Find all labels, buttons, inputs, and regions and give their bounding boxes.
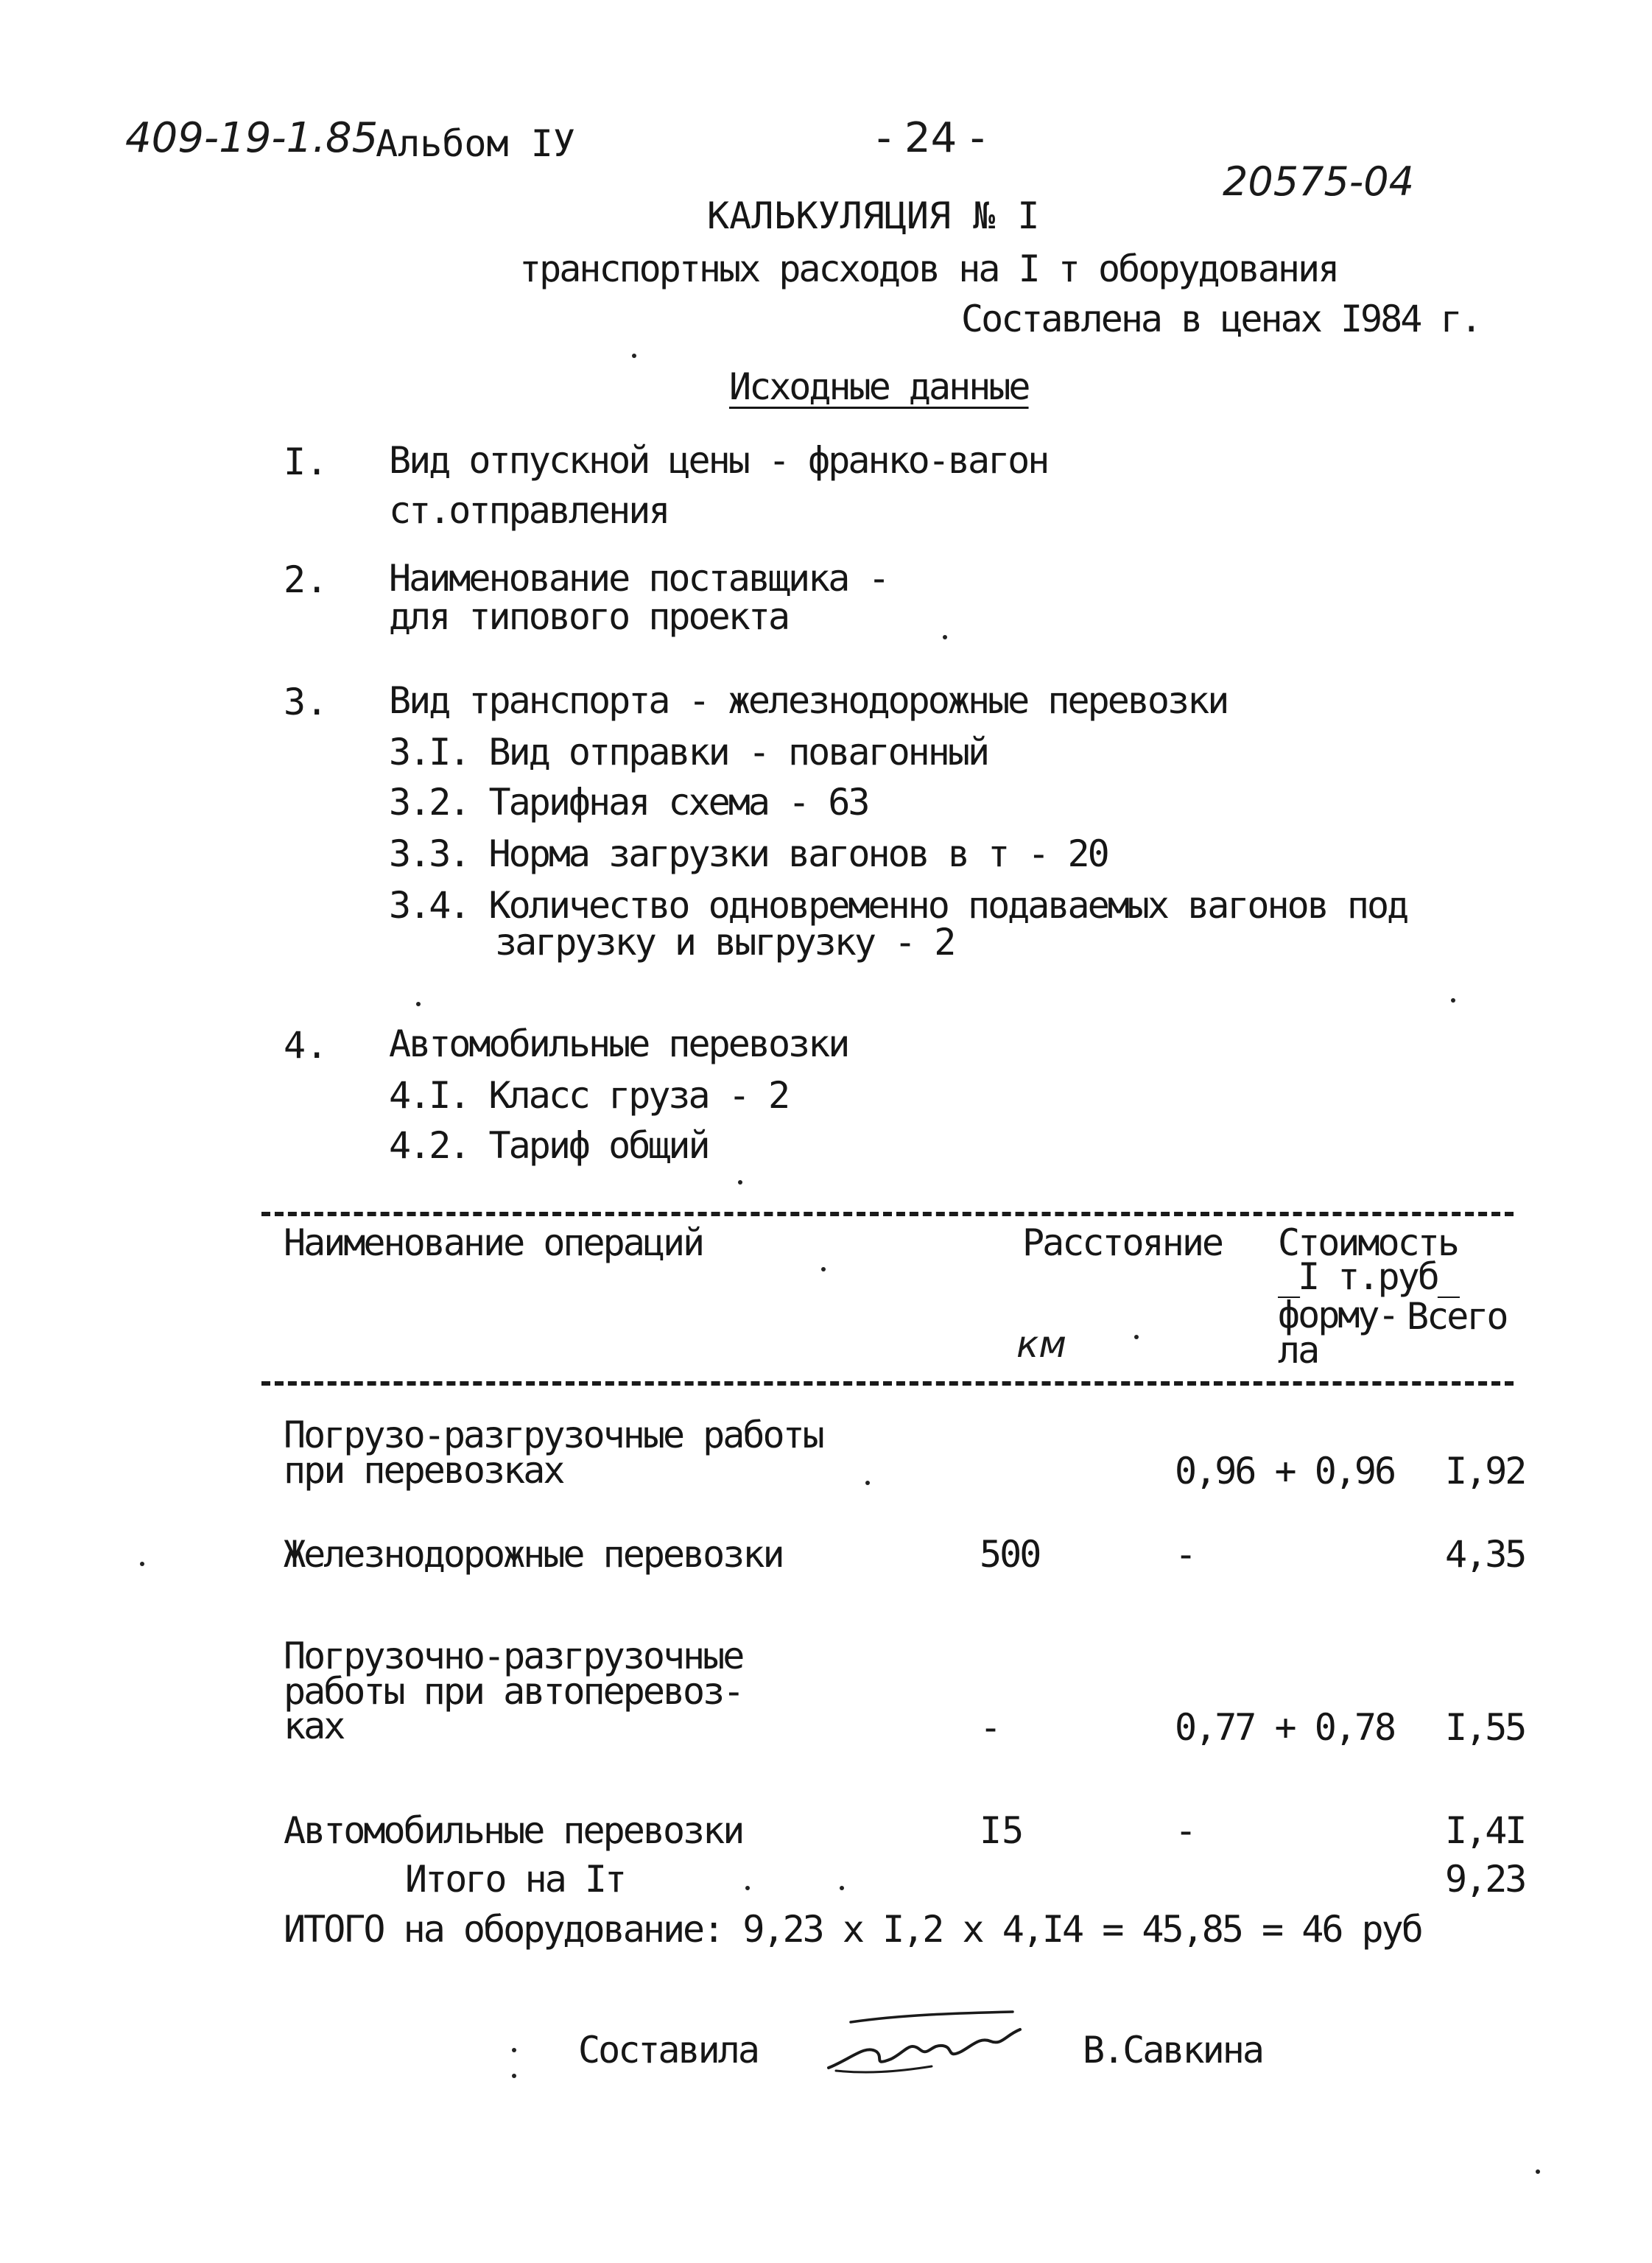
col-header-cost: Стоимость xyxy=(1278,1221,1458,1264)
signature-name: В.Савкина xyxy=(1083,2029,1262,2071)
table-row-total: 4,35 xyxy=(1445,1533,1525,1576)
item-text: Наименование поставщика - xyxy=(389,557,888,600)
table-row-distance: I5 xyxy=(980,1809,1024,1852)
signature-scribble xyxy=(821,2000,1042,2081)
item-number: 3. xyxy=(284,681,328,723)
scan-speck xyxy=(865,1481,870,1485)
table-top-rule xyxy=(261,1212,1514,1216)
table-row-name: Погрузочно-разгрузочные работы при автоперевоз- ках xyxy=(284,1635,743,1747)
col-header-distance: Расстояние xyxy=(1022,1221,1223,1264)
table-row-formula: 0,77 + 0,78 xyxy=(1175,1706,1395,1749)
scan-speck xyxy=(821,1267,826,1271)
price-year-note: Составлена в ценах I984 г. xyxy=(961,298,1480,340)
table-row-formula: - xyxy=(1175,1809,1198,1852)
subtotal-label: Итого на Iт xyxy=(405,1858,625,1901)
table-row-formula: - xyxy=(1175,1533,1198,1576)
table-row-formula: 0,96 + 0,96 xyxy=(1175,1450,1395,1492)
col-header-operation: Наименование операций xyxy=(284,1221,703,1264)
scan-speck xyxy=(745,1886,750,1890)
scan-speck xyxy=(512,2048,516,2052)
item-number: 4. xyxy=(284,1024,328,1067)
subitem-text: 3.3. Норма загрузки вагонов в т - 20 xyxy=(389,832,1108,875)
item-number: I. xyxy=(284,441,328,483)
scan-speck xyxy=(140,1562,144,1566)
page-number: - 24 - xyxy=(876,114,985,162)
scan-speck xyxy=(943,635,947,639)
item-number: 2. xyxy=(284,558,328,601)
scan-speck xyxy=(1134,1335,1139,1339)
scan-speck xyxy=(416,1002,421,1006)
source-data-heading: Исходные данные xyxy=(729,365,1029,408)
table-row-total: I,92 xyxy=(1445,1450,1525,1492)
item-text: Вид транспорта - железнодорожные перевозки xyxy=(389,679,1228,722)
subtotal-value: 9,23 xyxy=(1445,1858,1525,1901)
subitem-text: 4.I. Класс груза - 2 xyxy=(389,1074,789,1117)
subitem-text: загрузку и выгрузку - 2 xyxy=(495,921,955,964)
item-text: Вид отпускной цены - франко-вагон xyxy=(389,439,1048,482)
table-row-distance: - xyxy=(980,1706,1002,1749)
grand-total: ИТОГО на оборудование: 9,23 x I,2 x 4,I4 = 45,85 = 46 руб xyxy=(284,1908,1421,1951)
col-header-cost-unit: _I т.руб_ xyxy=(1278,1255,1458,1298)
doc-subtitle: транспортных расходов на I т оборудования xyxy=(519,248,1338,290)
col-header-formula: форму- ла xyxy=(1278,1294,1398,1372)
subitem-text: 3.I. Вид отправки - повагонный xyxy=(389,731,988,773)
subitem-text: 4.2. Тариф общий xyxy=(389,1124,709,1167)
subitem-text: 3.2. Тарифная схема - 63 xyxy=(389,781,868,824)
scan-speck xyxy=(1451,998,1455,1003)
scan-speck xyxy=(512,2074,516,2078)
col-header-unit: км xyxy=(1016,1323,1066,1366)
item-text: для типового проекта xyxy=(389,595,789,638)
table-row-name: Железнодорожные перевозки xyxy=(284,1533,783,1576)
table-row-total: I,4I xyxy=(1445,1809,1525,1852)
item-text: Автомобильные перевозки xyxy=(389,1022,848,1065)
handwritten-code: 409-19-1.85 xyxy=(125,114,379,162)
table-header-rule xyxy=(261,1381,1514,1386)
scan-speck xyxy=(738,1180,742,1185)
handwritten-doc-number: 20575-04 xyxy=(1223,158,1414,205)
table-row-distance: 500 xyxy=(980,1533,1040,1576)
table-row-name: Погрузо-разгрузочные работы при перевозках xyxy=(284,1414,823,1492)
doc-title: КАЛЬКУЛЯЦИЯ № I xyxy=(707,194,1040,237)
scan-speck xyxy=(1536,2169,1540,2174)
table-row-name: Автомобильные перевозки xyxy=(284,1809,743,1852)
scan-speck xyxy=(840,1886,844,1890)
subitem-text: 3.4. Количество одновременно подаваемых вагонов под xyxy=(389,884,1407,927)
table-row-total: I,55 xyxy=(1445,1706,1525,1749)
signature-label: Составила xyxy=(578,2029,758,2071)
scan-speck xyxy=(632,354,636,358)
col-header-total: Всего xyxy=(1407,1295,1507,1338)
album-label: Альбом IУ xyxy=(376,122,575,165)
item-text: ст.отправления xyxy=(389,489,669,532)
